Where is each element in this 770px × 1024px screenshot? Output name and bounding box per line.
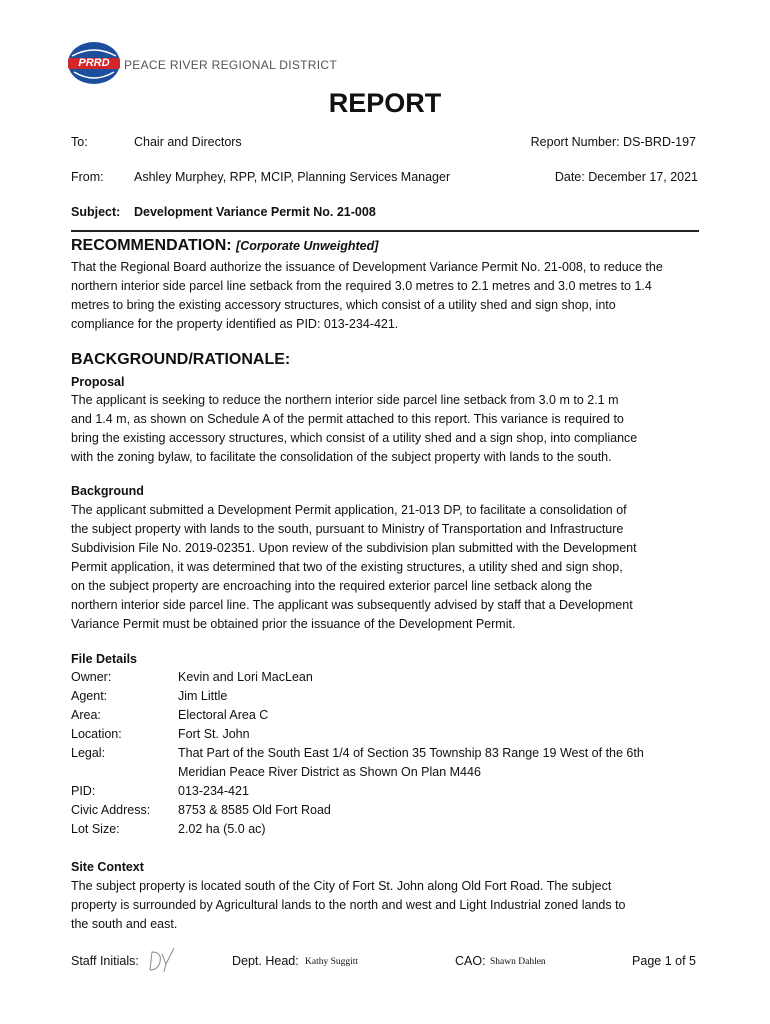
proposal-line: The applicant is seeking to reduce the northern interior side parcel line setback from 3.0 m to 2.1 m <box>71 393 619 407</box>
staff-initials-label: Staff Initials: <box>71 954 139 968</box>
report-number: Report Number: DS-BRD-197 <box>530 135 696 149</box>
header-divider <box>71 230 699 232</box>
cao-name: Shawn Dahlen <box>490 957 546 967</box>
subject-label: Subject: <box>71 205 121 219</box>
logo-text: PRRD <box>78 57 110 69</box>
proposal-line: and 1.4 m, as shown on Schedule A of the permit attached to this report. This variance is required to <box>71 412 624 426</box>
site-context-heading: Site Context <box>71 860 144 874</box>
background-line: on the subject property are encroaching into the required exterior parcel line setback along the <box>71 579 593 593</box>
from-value: Ashley Murphey, RPP, MCIP, Planning Services Manager <box>134 170 451 184</box>
recommendation-heading: RECOMMENDATION: <box>71 237 232 254</box>
background-line: Subdivision File No. 2019-02351. Upon review of the subdivision plan submitted with the Development <box>71 541 637 555</box>
report-title: REPORT <box>328 88 442 118</box>
background-heading: Background <box>71 484 144 498</box>
file-details-heading: File Details <box>71 652 137 666</box>
proposal-line: bring the existing accessory structures, which consist of a utility shed and a sign shop, into compliance <box>71 431 638 445</box>
civic-address-label: Civic Address: <box>71 803 151 817</box>
subject-value: Development Variance Permit No. 21-008 <box>134 205 376 219</box>
from-label: From: <box>71 170 104 184</box>
page-number: Page 1 of 5 <box>632 954 696 968</box>
legal-label: Legal: <box>71 746 106 760</box>
legal-value: That Part of the South East 1/4 of Section 35 Township 83 Range 19 West of the 6th <box>178 746 644 760</box>
agent-value: Jim Little <box>178 689 228 703</box>
civic-address-value: 8753 & 8585 Old Fort Road <box>178 803 331 817</box>
legal-value-continued: Meridian Peace River District as Shown On Plan M446 <box>178 765 481 779</box>
dept-head-label: Dept. Head: <box>232 954 299 968</box>
lot-size-label: Lot Size: <box>71 822 120 836</box>
background-line: the subject property with lands to the south, pursuant to Ministry of Transportation and Infrastructure <box>71 522 624 536</box>
recommendation-line: northern interior side parcel line setback from the required 3.0 metres to 2.1 metres and 3.0 metres to 1.4 <box>71 279 652 293</box>
background-line: northern interior side parcel line. The applicant was subsequently advised by staff that a Development <box>71 598 633 612</box>
proposal-line: with the zoning bylaw, to facilitate the consolidation of the subject property with lands to the south. <box>71 450 612 464</box>
background-line: Variance Permit must be obtained prior the issuance of the Development Permit. <box>71 617 516 631</box>
background-line: The applicant submitted a Development Permit application, 21-013 DP, to facilitate a consolidation of <box>71 503 627 517</box>
agent-label: Agent: <box>71 689 108 703</box>
pid-value: 013-234-421 <box>178 784 249 798</box>
location-value: Fort St. John <box>178 727 250 741</box>
background-text <box>71 501 699 634</box>
owner-label: Owner: <box>71 670 112 684</box>
proposal-text <box>71 391 699 467</box>
staff-initials-signature <box>146 944 180 974</box>
area-value: Electoral Area C <box>178 708 269 722</box>
prrd-logo <box>66 40 122 86</box>
recommendation-line: That the Regional Board authorize the issuance of Development Variance Permit No. 21-008, to reduce the <box>71 260 663 274</box>
area-label: Area: <box>71 708 101 722</box>
recommendation-qualifier: [Corporate Unweighted] <box>236 239 379 253</box>
proposal-heading: Proposal <box>71 375 125 389</box>
background-line: Permit application, it was determined that two of the existing structures, a utility shed and sign shop, <box>71 560 623 574</box>
to-value: Chair and Directors <box>134 135 242 149</box>
background-rationale-heading: BACKGROUND/RATIONALE: <box>71 351 291 368</box>
to-label: To: <box>71 135 88 149</box>
site-context-line: property is surrounded by Agricultural lands to the north and west and Light Industrial zoned lands to <box>71 898 626 912</box>
org-name: PEACE RIVER REGIONAL DISTRICT <box>124 58 337 72</box>
location-label: Location: <box>71 727 122 741</box>
recommendation-line: compliance for the property identified as PID: 013-234-421. <box>71 317 399 331</box>
report-date: Date: December 17, 2021 <box>554 170 698 184</box>
site-context-text <box>71 877 699 934</box>
site-context-line: the south and east. <box>71 917 178 931</box>
recommendation-heading-row <box>71 237 378 255</box>
lot-size-value: 2.02 ha (5.0 ac) <box>178 822 266 836</box>
owner-value: Kevin and Lori MacLean <box>178 670 313 684</box>
recommendation-line: metres to bring the existing accessory structures, which consist of a utility shed and sign shop, into <box>71 298 616 312</box>
site-context-line: The subject property is located south of the City of Fort St. John along Old Fort Road. The subject <box>71 879 612 893</box>
cao-label: CAO: <box>455 954 486 968</box>
dept-head-name: Kathy Suggitt <box>305 957 359 967</box>
pid-label: PID: <box>71 784 96 798</box>
recommendation-text <box>71 258 699 334</box>
